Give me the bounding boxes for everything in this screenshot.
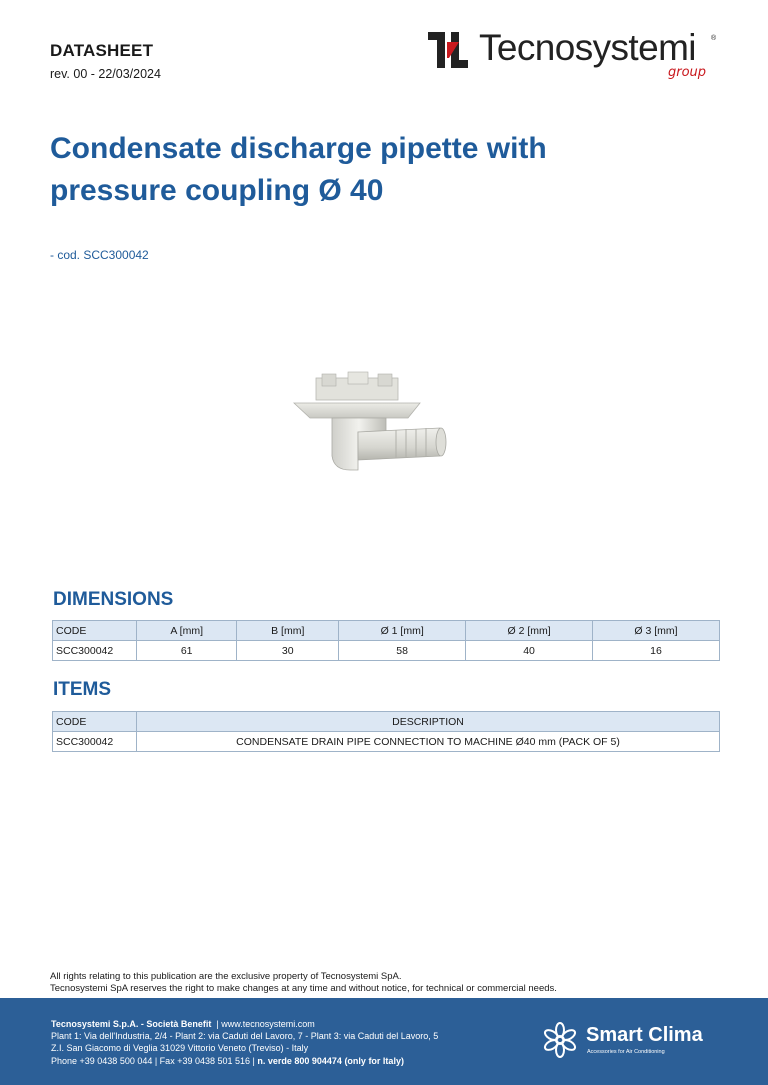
header [50, 41, 161, 81]
column-header: A [mm] [137, 621, 237, 641]
phone-fax: Phone +39 0438 500 044 | Fax +39 0438 501 516 | [51, 1055, 255, 1066]
table-cell: 61 [137, 641, 237, 661]
doc-type: DATASHEET [50, 41, 154, 60]
logo-wordmark: Tecnosystemi [479, 27, 696, 68]
table-cell: 16 [593, 641, 720, 661]
brand-name: Smart Clima [586, 1024, 703, 1046]
website-link[interactable]: | www.tecnosystemi.com [216, 1019, 315, 1029]
dimensions-table [52, 620, 720, 661]
registered-mark: ® [711, 35, 717, 42]
product-title: Condensate discharge pipette with pressure coupling Ø 40 [50, 132, 547, 207]
table-header-row [53, 712, 720, 732]
legal-notice [50, 971, 557, 995]
toll-free-number: n. verde 800 904474 (only for Italy) [257, 1055, 404, 1066]
revision: rev. 00 - 22/03/2024 [50, 67, 161, 81]
items-table [52, 711, 720, 752]
column-header: Ø 2 [mm] [466, 621, 593, 641]
footer-contacts [51, 1018, 438, 1067]
table-cell: 40 [466, 641, 593, 661]
column-header: CODE [53, 621, 137, 641]
company-address: Z.I. San Giacomo di Veglia 31029 Vittorio Veneto (Treviso) - Italy [51, 1043, 309, 1054]
column-header: DESCRIPTION [137, 712, 720, 732]
tecnosystemi-logo [428, 28, 720, 80]
snowflake-icon [540, 1020, 580, 1060]
plants-address: Plant 1: Via dell'Industria, 2/4 - Plant 2: via Caduti del Lavoro, 7 - Plant 3: via Caduti del Lavoro, 5 [51, 1031, 439, 1042]
condensate-pipette-image [288, 370, 454, 480]
company-name: Tecnosystemi S.p.A. - Società Benefit [51, 1019, 212, 1029]
table-cell: CONDENSATE DRAIN PIPE CONNECTION TO MACHINE Ø40 mm (PACK OF 5) [137, 732, 720, 752]
table-cell: SCC300042 [53, 732, 137, 752]
items-heading: ITEMS [53, 679, 112, 700]
column-header: B [mm] [237, 621, 339, 641]
legal-line: All rights relating to this publication are the exclusive property of Tecnosystemi SpA. [50, 971, 402, 982]
table-row [53, 641, 720, 661]
legal-line: Tecnosystemi SpA reserves the right to make changes at any time and without notice, for technical or commercial needs. [50, 983, 557, 994]
table-cell: SCC300042 [53, 641, 137, 661]
column-header: Ø 1 [mm] [339, 621, 466, 641]
logo-tagline: group [668, 65, 707, 80]
product-code: - cod. SCC300042 [50, 248, 149, 262]
column-header: Ø 3 [mm] [593, 621, 720, 641]
tecnosystemi-mark-icon [428, 32, 468, 68]
smart-clima-logo [540, 1020, 730, 1060]
brand-tagline: Accessories for Air Conditioning [587, 1049, 665, 1055]
table-header-row [53, 621, 720, 641]
table-cell: 30 [237, 641, 339, 661]
table-row [53, 732, 720, 752]
table-cell: 58 [339, 641, 466, 661]
column-header: CODE [53, 712, 137, 732]
footer [0, 998, 768, 1085]
dimensions-heading: DIMENSIONS [53, 589, 174, 610]
